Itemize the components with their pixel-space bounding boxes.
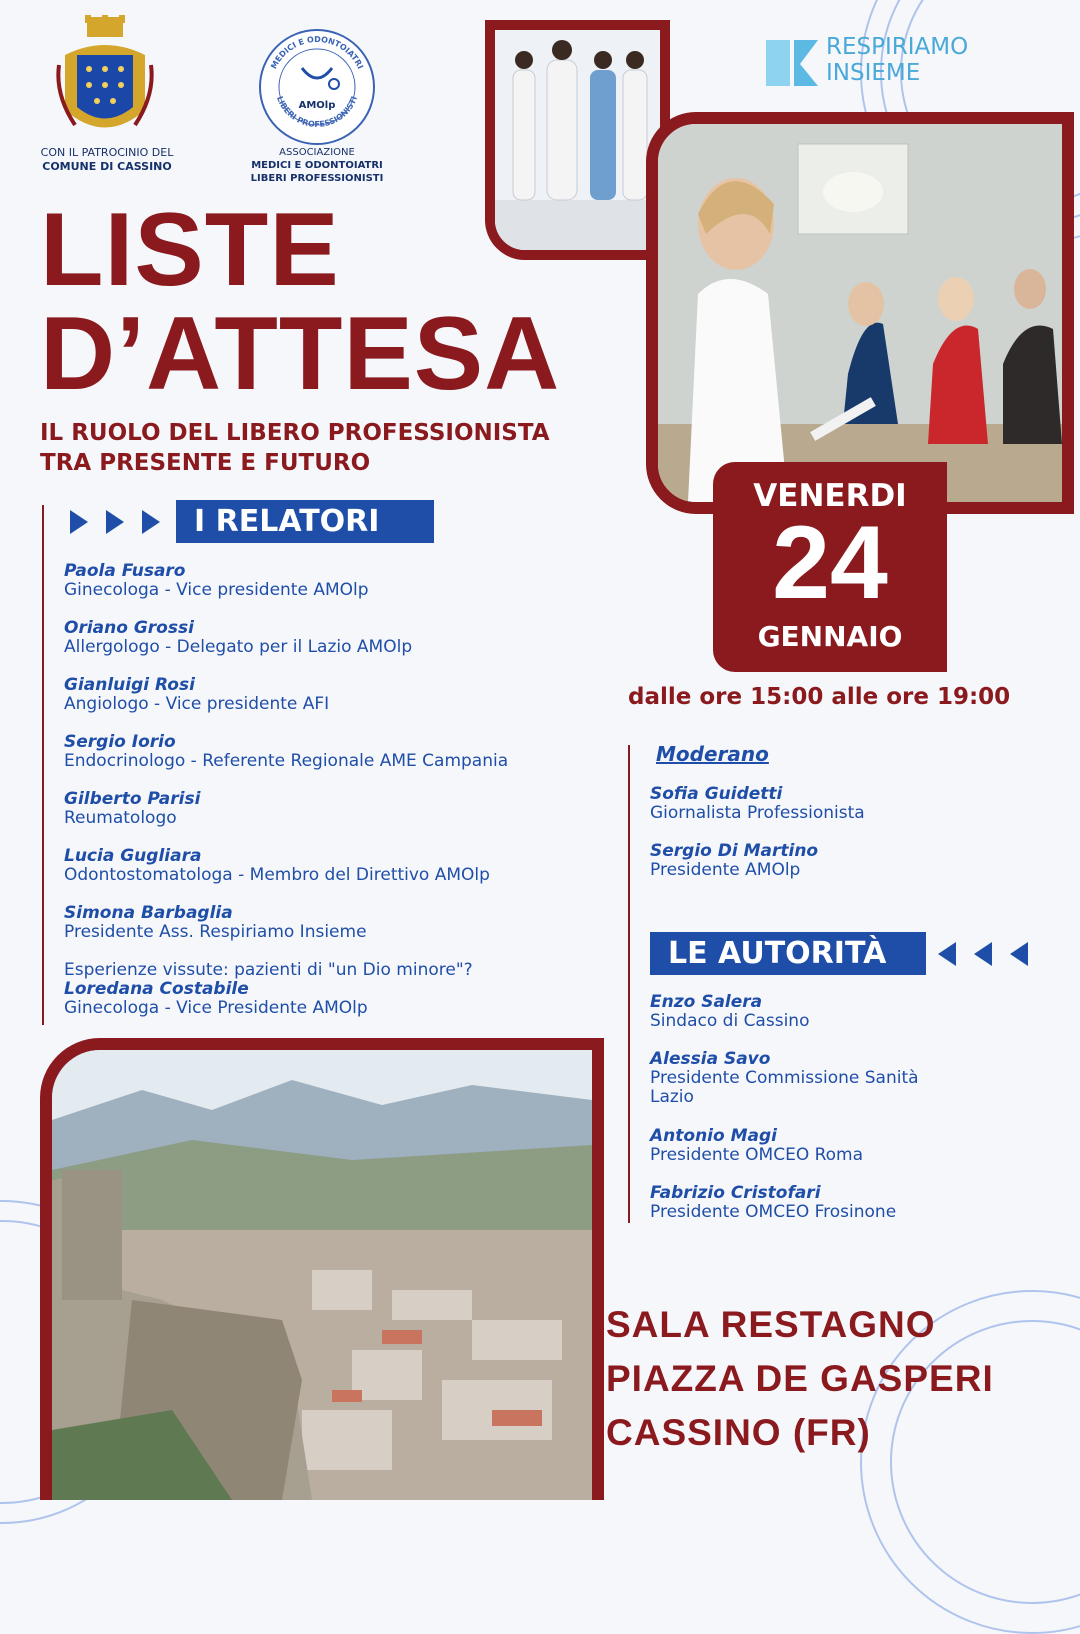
title-line: LISTE [40, 192, 340, 308]
authority-item [650, 993, 809, 1031]
speaker-name: Loredana Costabile [64, 979, 249, 999]
relatori-header: I RELATORI [176, 500, 434, 543]
speaker-role: Presidente Ass. Respiriamo Insieme [64, 922, 367, 942]
moderano-header: Moderano [656, 742, 769, 766]
speaker-item [64, 676, 329, 714]
speaker-name: Lucia Gugliara [64, 846, 202, 866]
authority-item [650, 1184, 896, 1222]
seal-top-text: MEDICI E ODONTOIATRI [269, 34, 365, 71]
moderator-role: Presidente AMOlp [650, 860, 801, 880]
arrow-left-icon [938, 942, 956, 966]
speaker-name: Simona Barbaglia [64, 903, 233, 923]
speaker-role: Allergologo - Delegato per il Lazio AMOlp [64, 637, 413, 657]
speaker-item [64, 847, 490, 885]
speaker-name: Oriano Grossi [64, 618, 194, 638]
speaker-item [64, 733, 508, 771]
authority-role: Presidente OMCEO Roma [650, 1145, 864, 1165]
speaker-role: Endocrinologo - Referente Regionale AME Campania [64, 751, 509, 771]
event-title [40, 192, 561, 412]
moderator-name: Sofia Guidetti [650, 784, 783, 804]
date-number: 24 [772, 505, 888, 621]
venue-line: SALA RESTAGNO [606, 1304, 936, 1345]
speaker-name: Sergio Iorio [64, 732, 176, 752]
amo-caption-line: MEDICI E ODONTOIATRI [251, 160, 383, 171]
cassino-landscape-photo [40, 1038, 604, 1500]
moderator-item [650, 842, 818, 880]
crest-caption-line: COMUNE DI CASSINO [42, 160, 172, 173]
amo-caption-line: ASSOCIAZIONE [279, 147, 355, 158]
resp-text-1: RESPIRIAMO [826, 34, 969, 60]
speaker-role: Odontostomatologa - Membro del Direttivo AMOlp [64, 865, 490, 885]
speaker-item [64, 790, 200, 828]
right-divider [628, 745, 630, 1223]
crest-caption [22, 146, 192, 174]
venue-line: PIAZZA DE GASPERI [606, 1358, 994, 1399]
arrow-left-icon [1010, 942, 1028, 966]
authority-item [650, 1050, 919, 1107]
event-venue [606, 1298, 994, 1460]
speaker-role: Ginecologa - Vice Presidente AMOlp [64, 998, 368, 1018]
speaker-item [64, 904, 367, 942]
authority-role: Sindaco di Cassino [650, 1011, 810, 1031]
amo-caption-line: LIBERI PROFESSIONISTI [250, 173, 384, 184]
authority-role: Presidente OMCEO Frosinone [650, 1202, 897, 1222]
authority-name: Enzo Salera [650, 992, 763, 1012]
date-month: GENNAIO [757, 620, 903, 653]
authority-role: Lazio [650, 1087, 694, 1107]
respiriamo-insieme-logo [760, 34, 1000, 94]
moderator-role: Giornalista Professionista [650, 803, 865, 823]
speaker-role: Angiologo - Vice presidente AFI [64, 694, 330, 714]
waiting-room-photo [646, 112, 1074, 514]
venue-line: CASSINO (FR) [606, 1412, 871, 1453]
event-subtitle [40, 418, 550, 478]
lungs-icon [760, 36, 822, 90]
relatori-divider [42, 505, 44, 1025]
cassino-crest-logo [55, 15, 155, 145]
moderator-name: Sergio Di Martino [650, 841, 819, 861]
amolp-caption [232, 146, 402, 185]
title-line: D’ATTESA [40, 296, 561, 412]
authority-role: Presidente Commissione Sanità [650, 1068, 919, 1088]
seal-center-text: AMOlp [298, 100, 336, 111]
autorita-header: LE AUTORITÀ [650, 932, 926, 975]
date-day: VENERDI [753, 478, 907, 514]
speaker-topic: Esperienze vissute: pazienti di "un Dio minore"? [64, 960, 473, 980]
seal-bottom-text: LIBERI PROFESSIONISTI [274, 94, 359, 129]
speaker-name: Gianluigi Rosi [64, 675, 195, 695]
speaker-name: Paola Fusaro [64, 561, 186, 581]
authority-item [650, 1127, 863, 1165]
subtitle-line: IL RUOLO DEL LIBERO PROFESSIONISTA [40, 420, 550, 446]
authority-name: Alessia Savo [650, 1049, 771, 1069]
crest-caption-line: CON IL PATROCINIO DEL [40, 146, 174, 159]
amolp-seal-logo [258, 28, 376, 146]
event-hours: dalle ore 15:00 alle ore 19:00 [628, 684, 1011, 710]
date-box [713, 462, 947, 672]
speaker-item [64, 562, 369, 600]
speaker-role: Reumatologo [64, 808, 177, 828]
subtitle-line: TRA PRESENTE E FUTURO [40, 450, 371, 476]
speaker-item [64, 961, 473, 1018]
moderator-item [650, 785, 865, 823]
speaker-name: Gilberto Parisi [64, 789, 201, 809]
arrow-left-icon [974, 942, 992, 966]
arrow-right-icon [106, 510, 124, 534]
speaker-role: Ginecologa - Vice presidente AMOlp [64, 580, 369, 600]
speaker-item [64, 619, 412, 657]
resp-text-2: INSIEME [826, 60, 921, 86]
authority-name: Antonio Magi [650, 1126, 777, 1146]
arrow-right-icon [142, 510, 160, 534]
arrow-right-icon [70, 510, 88, 534]
authority-name: Fabrizio Cristofari [650, 1183, 821, 1203]
